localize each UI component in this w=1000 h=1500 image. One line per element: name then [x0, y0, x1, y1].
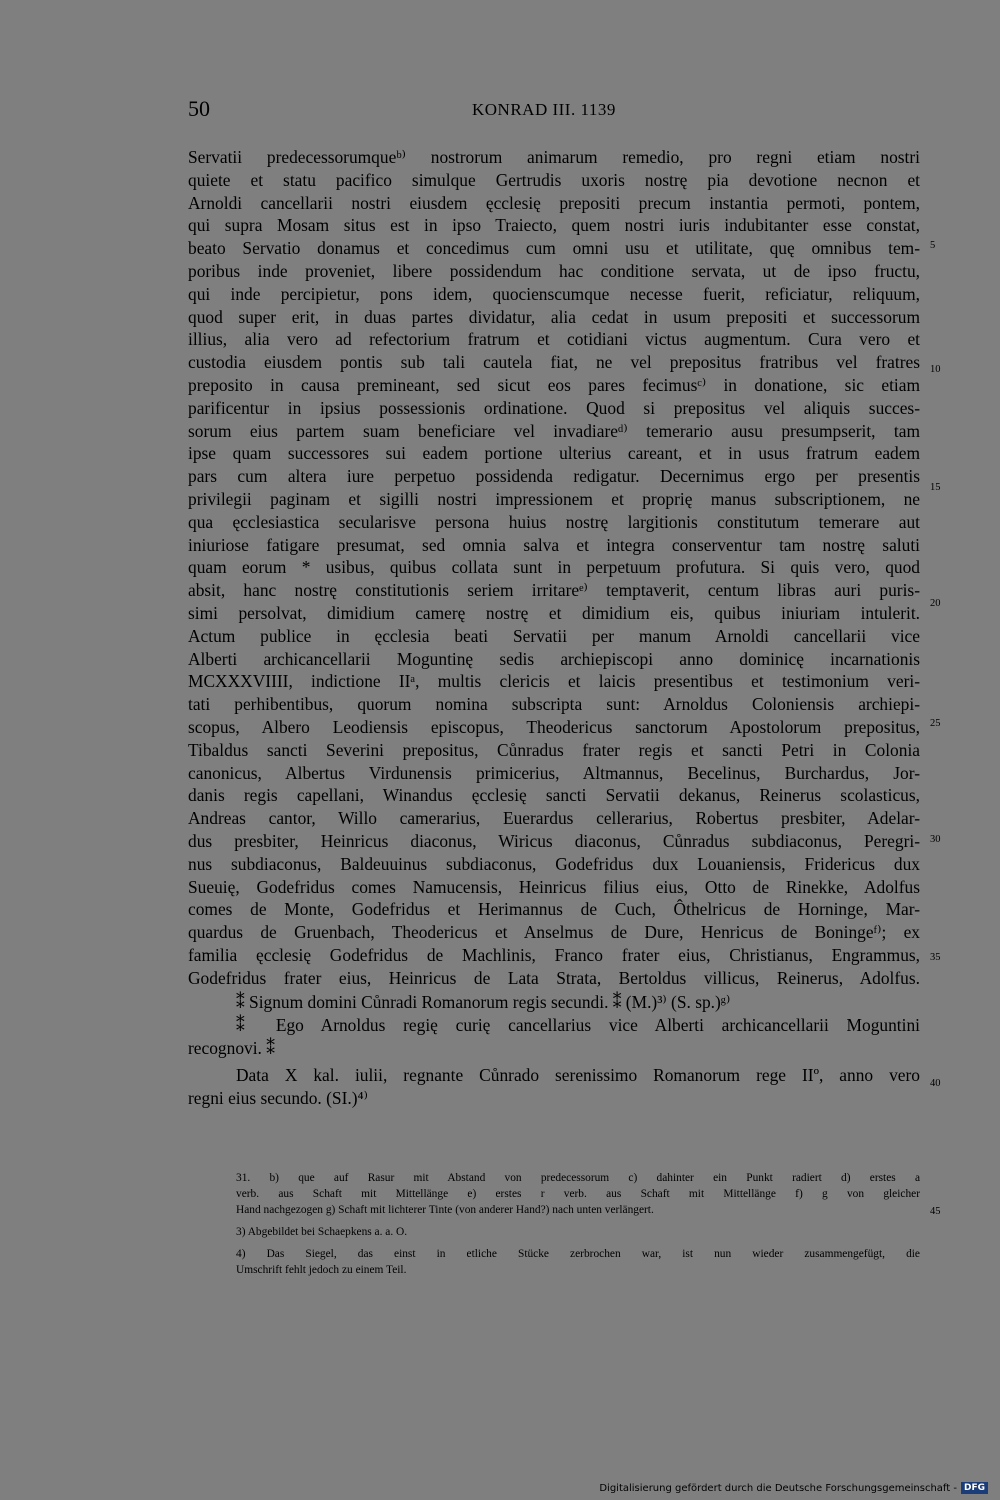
dating-line: Data X kal. iulii, regnante Cůnrado serenissimo Romanorum rege IIº, anno vero: [236, 1064, 920, 1085]
text-line: nus subdiaconus, Baldeuuinus subdiaconus, Godefridus dux Louaniensis, Fridericus dux: [188, 853, 920, 874]
page-number: 50: [188, 96, 210, 121]
credit-text: Digitalisierung gefördert durch die Deutsche Forschungsgemeinschaft -: [599, 1482, 957, 1494]
text-line: quod super erit, in duas partes dividatur, alia cedat in usum prepositi et successorum: [188, 306, 920, 327]
text-line: qua ęcclesiastica secularisve persona huius nostrę largitionis constitutum temerare aut: [188, 511, 920, 532]
dating-clause: [188, 1064, 920, 1110]
text-line: sorum eius partem suam beneficiare vel invadiareᵈ⁾ temerario ausu presumpserit, tam: [188, 420, 920, 441]
text-line: simi persolvat, dimidium camerę nostrę et dimidium eis, quibus iniuriam intulerit.: [188, 602, 920, 623]
recognition-line: ⁑ Ego Arnoldus regię curię cancellarius vice Alberti archicancellarii Moguntini: [236, 1015, 920, 1036]
footnote-line: verb. aus Schaft mit Mittellänge e) erstes r verb. aus Schaft mit Mittellänge f) g von gleicher: [236, 1188, 920, 1200]
footnote-line: 4) Das Siegel, das einst in etliche Stücke zerbrochen war, ist nun wieder zusammengefügt, die: [236, 1248, 920, 1260]
charter-text: [188, 146, 920, 1109]
footnote-line: 3) Abgebildet bei Schaepkens a. a. O.: [236, 1226, 408, 1238]
margin-line-number: 45: [930, 1206, 941, 1217]
footnote-line: Umschrift fehlt jedoch zu einem Teil.: [236, 1264, 407, 1276]
text-line: Godefridus frater eius, Heinricus de Lata Strata, Bertoldus villicus, Reinerus, Adolfus.: [188, 967, 920, 988]
text-line: qui inde percipietur, pons idem, quocienscumque necesse fuerit, reficiatur, reliquum,: [188, 283, 920, 304]
footnotes: [236, 1170, 920, 1278]
text-line: Servatii predecessorumqueᵇ⁾ nostrorum animarum remedio, pro regni etiam nostri: [188, 147, 920, 167]
footnote-line: Hand nachgezogen g) Schaft mit lichterer Tinte (von anderer Hand?) nach unten verlängert.: [236, 1204, 654, 1216]
text-line: qui supra Mosam situs est in ipso Traiecto, quem nostri iuris indubitanter esse constat,: [188, 215, 920, 236]
text-line: illius, alia vero ad refectorium fratrum et cotidiani victus augmentum. Cura vero et: [188, 329, 920, 350]
dfg-logo-icon: DFG: [961, 1482, 988, 1494]
margin-line-number: 15: [930, 482, 941, 493]
margin-line-number: 5: [930, 240, 936, 251]
text-line: preposito in causa premineant, sed sicut eos pares fecimusᶜ⁾ in donatione, sic etiam: [188, 374, 920, 395]
dating-line: regni eius secundo. (SI.)⁴⁾: [188, 1087, 368, 1108]
margin-line-number: 35: [930, 952, 941, 963]
text-line: absit, hanc nostrę constitutionis seriem irritareᵉ⁾ temptaverit, centum libras auri puris-: [188, 580, 920, 601]
running-title: KONRAD III. 1139: [472, 100, 616, 119]
text-line: danis regis capellani, Winandus ęcclesię sancti Servatii dekanus, Reinerus scolasticus,: [188, 785, 920, 806]
text-line: MCXXXVIIII, indictione IIᵃ, multis clericis et laicis presentibus et testimonium veri-: [188, 671, 920, 692]
margin-line-number: 25: [930, 718, 941, 729]
margin-line-number: 10: [930, 364, 941, 375]
text-line: dus presbiter, Heinricus diaconus, Wiricus diaconus, Cůnradus subdiaconus, Peregri-: [188, 830, 920, 851]
text-line: canonicus, Albertus Virdunensis primicerius, Altmannus, Becelinus, Burchardus, Jor-: [188, 762, 920, 783]
text-line: tati perhibentibus, quorum nomina subscripta sunt: Arnoldus Coloniensis archiepi-: [188, 694, 920, 715]
text-line: custodia eiusdem pontis sub tali cautela fiat, ne vel prepositus fratribus vel fratres: [188, 352, 920, 373]
text-line: privilegii paginam et sigilli nostri impressionem et proprię manus subscriptionem, ne: [188, 488, 920, 509]
text-line: parificentur in ipsius possessionis ordinatione. Quod si prepositus vel aliquis succes-: [188, 397, 920, 418]
text-line: Andreas cantor, Willo camerarius, Euerardus cellerarius, Robertus presbiter, Adelar-: [188, 808, 920, 829]
footnote-line: 31. b) que auf Rasur mit Abstand von predecessorum c) dahinter ein Punkt radiert d) erstes a: [236, 1172, 920, 1184]
text-line: iniuriose fatigare presumat, sed omnia salva et integra conserventur tam nostrę saluti: [188, 534, 920, 555]
recognition-line: recognovi. ⁑: [188, 1038, 275, 1059]
text-line: scopus, Albero Leodiensis episcopus, Theodericus sanctorum Apostolorum prepositus,: [188, 716, 920, 737]
text-line: familia ęcclesię Godefridus de Machlinis, Franco frater eius, Christianus, Engrammus,: [188, 944, 920, 965]
page-header: [188, 96, 920, 128]
margin-line-number: 30: [930, 834, 941, 845]
text-line: poribus inde proveniet, libere possidendum hac conditione servata, ut de ipso fructu,: [188, 260, 920, 281]
text-line: Tibaldus sancti Severini prepositus, Cůnradus frater regis et sancti Petri in Colonia: [188, 739, 920, 760]
text-line: quiete et statu pacifico simulque Gertrudis uxoris nostrę pia devotione necnon et: [188, 169, 920, 190]
text-line: beato Servatio donamus et concedimus cum omni usu et utilitate, quę omnibus tem-: [188, 238, 920, 259]
text-line: quardus de Gruenbach, Theodericus et Anselmus de Dure, Henricus de Boningeᶠ⁾; ex: [188, 922, 920, 943]
digitization-credit: [599, 1482, 988, 1494]
text-line: Arnoldi cancellarii nostri eiusdem ęcclesię prepositi precum instantia permoti, pontem,: [188, 192, 920, 213]
margin-line-number: 20: [930, 598, 941, 609]
text-line: pars cum altera iure perpetuo possidenda redigatur. Decernimus ergo per presentis: [188, 466, 920, 487]
text-line: Alberti archicancellarii Moguntinę sedis archiepiscopi anno dominicę incarnationis: [188, 648, 920, 669]
margin-line-number: 40: [930, 1078, 941, 1089]
text-line: Sueuię, Godefridus comes Namucensis, Heinricus filius eius, Otto de Rinekke, Adolfus: [188, 876, 920, 897]
text-line: comes de Monte, Godefridus et Herimannus de Cuch, Ôthelricus de Horninge, Mar-: [188, 899, 920, 920]
text-line: Actum publice in ęcclesia beati Servatii per manum Arnoldi cancellarii vice: [188, 625, 920, 646]
text-line: ipse quam successores sui eadem portione ulterius careant, et in usus fratrum eadem: [188, 443, 920, 464]
signum-line: ⁑ Signum domini Cůnradi Romanorum regis secundi. ⁑ (M.)³⁾ (S. sp.)ᵍ⁾: [236, 992, 731, 1013]
text-line: quam eorum * usibus, quibus collata sunt in perpetuum profutura. Si quis vero, quod: [188, 557, 920, 578]
